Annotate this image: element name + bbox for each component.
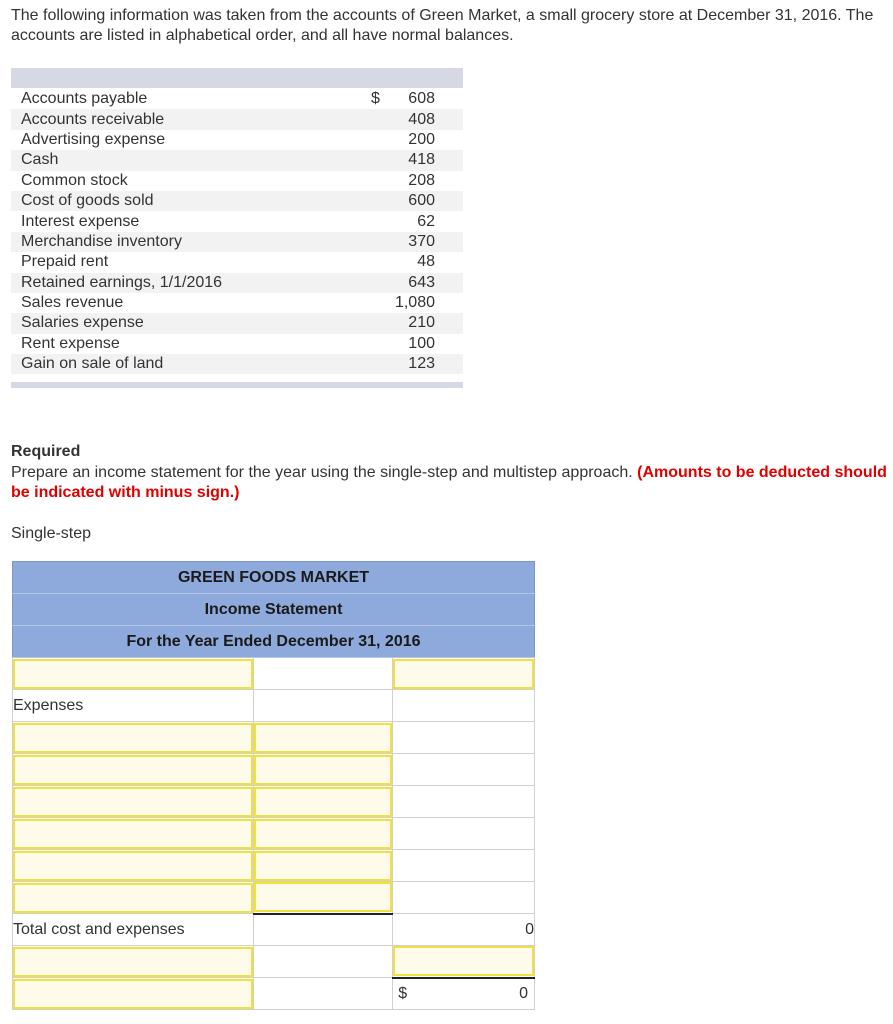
required-instructions [11,463,887,503]
list-item [11,171,463,191]
account-name: Accounts payable [21,90,148,108]
list-item [11,130,463,150]
account-value: 600 [408,192,435,210]
account-name: Interest expense [21,212,140,230]
table-row [13,690,535,722]
account-value: 210 [408,314,435,332]
revenue-label-input[interactable] [13,659,253,689]
table-row [13,978,535,1010]
account-name: Rent expense [21,334,120,352]
expense-label-input-6[interactable] [13,883,253,913]
intro-text: The following information was taken from the accounts of Green Market, a small grocery store at December 31, 2016. The accounts are listed in alphabetical order, and all have normal balances. [11,7,874,44]
single-step-label: Single-step [11,525,92,542]
table-row [13,754,535,786]
expense-label-input-5[interactable] [13,851,253,881]
account-value: 608 [408,90,435,108]
net-income-cell [393,978,535,1010]
income-statement-table [12,561,535,1010]
table-row [13,722,535,754]
account-value: 123 [408,355,435,373]
net-income-value: 0 [519,984,528,1002]
account-name: Accounts receivable [21,110,165,128]
account-value: 643 [408,273,435,291]
total-cost-value: 0 [393,914,535,946]
account-name: Advertising expense [21,130,166,148]
required-text: Prepare an income statement for the year using the single-step and multistep approach. [11,464,638,481]
list-item [11,354,463,374]
expense-label-input-3[interactable] [13,787,253,817]
account-value: 48 [417,253,435,271]
accounts-table-header [11,68,463,88]
expense-amount-input-6[interactable] [254,882,393,912]
account-name: Cost of goods sold [21,192,154,210]
list-item [11,89,463,109]
account-value: 408 [408,110,435,128]
expense-amount-input-4[interactable] [254,819,393,849]
accounts-table-footer [11,382,463,388]
account-name: Salaries expense [21,314,144,332]
table-row [13,658,535,690]
statement-title: Income Statement [13,594,535,626]
list-item [11,211,463,231]
account-name: Gain on sale of land [21,355,164,373]
table-row [13,850,535,882]
list-item [11,334,463,354]
required-heading: Required [11,443,81,460]
account-value: 1,080 [394,294,435,312]
expense-amount-input-2[interactable] [254,755,393,785]
account-value: 370 [408,232,435,250]
list-item [11,252,463,272]
revenue-amount-input[interactable] [393,659,534,689]
list-item [11,273,463,293]
expense-amount-input-5[interactable] [254,851,393,881]
account-name: Merchandise inventory [21,232,182,250]
statement-period: For the Year Ended December 31, 2016 [13,626,535,658]
expenses-label: Expenses [13,690,254,722]
account-name: Cash [21,151,59,169]
account-value: 100 [408,334,435,352]
table-row [13,786,535,818]
expense-label-input-2[interactable] [13,755,253,785]
total-cost-label: Total cost and expenses [13,914,254,946]
dollar-sign: $ [398,984,408,1002]
dollar-sign: $ [371,90,380,108]
list-item [11,191,463,211]
minus-sign-note: (Amounts to be deducted should be indicated with minus sign.) [11,464,887,501]
income-label-input-1[interactable] [13,947,253,977]
account-value: 208 [408,171,435,189]
table-row [13,818,535,850]
account-name: Sales revenue [21,294,124,312]
account-value: 418 [408,151,435,169]
table-row [13,882,535,914]
expense-amount-input-1[interactable] [254,723,393,753]
accounts-table [11,68,463,388]
expense-label-input-1[interactable] [13,723,253,753]
list-item [11,150,463,170]
list-item [11,232,463,252]
income-amount-input-1[interactable] [393,946,534,976]
expense-amount-input-3[interactable] [254,787,393,817]
account-value: 200 [408,130,435,148]
table-row [13,946,535,978]
list-item [11,109,463,129]
net-income-label-input[interactable] [13,979,253,1009]
list-item [11,313,463,333]
list-item [11,293,463,313]
table-row [13,914,535,946]
company-name: GREEN FOODS MARKET [13,562,535,594]
account-value: 62 [417,212,435,230]
accounts-table-body [11,88,463,374]
account-name: Retained earnings, 1/1/2016 [21,273,223,291]
expense-label-input-4[interactable] [13,819,253,849]
account-name: Prepaid rent [21,253,109,271]
account-name: Common stock [21,171,128,189]
